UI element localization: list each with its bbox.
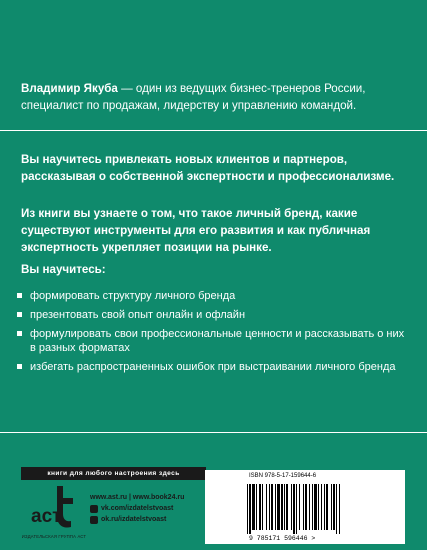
lead-paragraph-2: Из книги вы узнаете о том, что такое личный бренд, какие существуют инструменты для его развития и как публичная экспертность укрепляет позиции на рынке. bbox=[21, 207, 371, 254]
social-link-text: vk.com/izdatelstvoast bbox=[101, 505, 174, 512]
author-description: — один из ведущих бизнес-тренеров России, специалист по продажам, лидерству и управлению командой. bbox=[21, 82, 366, 112]
barcode-bar bbox=[309, 484, 310, 530]
divider-top bbox=[0, 130, 427, 131]
divider-bottom bbox=[0, 432, 427, 433]
barcode-bar bbox=[247, 484, 248, 534]
ok-icon bbox=[90, 516, 98, 524]
ast-logo-icon bbox=[29, 484, 75, 532]
barcode-panel bbox=[205, 470, 405, 544]
publisher-logo bbox=[21, 484, 87, 542]
barcode-bar bbox=[266, 484, 267, 530]
barcode-bar bbox=[262, 484, 263, 530]
barcode-bar bbox=[324, 484, 325, 530]
learn-item: формировать структуру личного бренда bbox=[17, 289, 409, 303]
social-link-text: ok.ru/izdatelstvoast bbox=[101, 516, 167, 523]
barcode-bar bbox=[314, 484, 317, 530]
social-link-ok[interactable] bbox=[90, 514, 184, 525]
barcode-bar bbox=[336, 484, 337, 534]
logo-caption: ИЗДАТЕЛЬСКАЯ ГРУППА АСТ bbox=[21, 534, 87, 539]
logo-text: аст bbox=[31, 506, 62, 527]
barcode-bar bbox=[318, 484, 319, 530]
barcode-bar bbox=[333, 484, 335, 530]
author-name: Владимир Якуба bbox=[21, 82, 118, 95]
lead-paragraph-1: Вы научитесь привлекать новых клиентов и партнеров, рассказывая о собственной экспертности и профессионализме. bbox=[21, 153, 395, 183]
publisher-links bbox=[90, 492, 184, 525]
barcode-bar bbox=[305, 484, 307, 530]
publisher-slogan: книги для любого настроения здесь bbox=[21, 467, 206, 480]
barcode-bar bbox=[256, 484, 257, 530]
barcode-bar bbox=[299, 484, 300, 530]
barcode-bar bbox=[326, 484, 328, 530]
barcode-bar bbox=[293, 484, 295, 534]
barcode-bar bbox=[275, 484, 276, 530]
website-links[interactable]: www.ast.ru | www.book24.ru bbox=[90, 494, 185, 501]
barcode-bar bbox=[249, 484, 251, 534]
barcode-bar bbox=[271, 484, 273, 530]
barcode-bar bbox=[269, 484, 270, 530]
barcode-bar bbox=[296, 484, 297, 534]
learn-item: презентовать свой опыт онлайн и офлайн bbox=[17, 308, 409, 322]
barcode-icon bbox=[207, 482, 403, 542]
social-link-vk[interactable] bbox=[90, 503, 184, 514]
learn-item: формулировать свои профессиональные ценности и рассказывать о них в разных форматах bbox=[17, 327, 409, 355]
learn-heading: Вы научитесь: bbox=[21, 263, 106, 276]
barcode-bar bbox=[339, 484, 340, 534]
learn-list bbox=[17, 289, 409, 379]
barcode-bar bbox=[259, 484, 261, 530]
barcode-bar bbox=[331, 484, 332, 530]
isbn-text: ISBN 978-5-17-159644-6 bbox=[249, 473, 317, 479]
vk-icon bbox=[90, 505, 98, 513]
barcode-bar bbox=[284, 484, 285, 530]
author-bio bbox=[21, 80, 406, 114]
barcode-bar bbox=[281, 484, 283, 530]
barcode-bar bbox=[291, 484, 292, 530]
barcode-bar bbox=[252, 484, 255, 530]
barcode-bar bbox=[312, 484, 313, 530]
barcode-bar bbox=[277, 484, 280, 530]
barcode-digits: 9 785171 596446 > bbox=[249, 535, 316, 542]
barcode-bar bbox=[286, 484, 288, 530]
barcode-bar bbox=[303, 484, 304, 530]
learn-item: избегать распространенных ошибок при выстраивании личного бренда bbox=[17, 360, 409, 374]
barcode-bar bbox=[321, 484, 322, 530]
